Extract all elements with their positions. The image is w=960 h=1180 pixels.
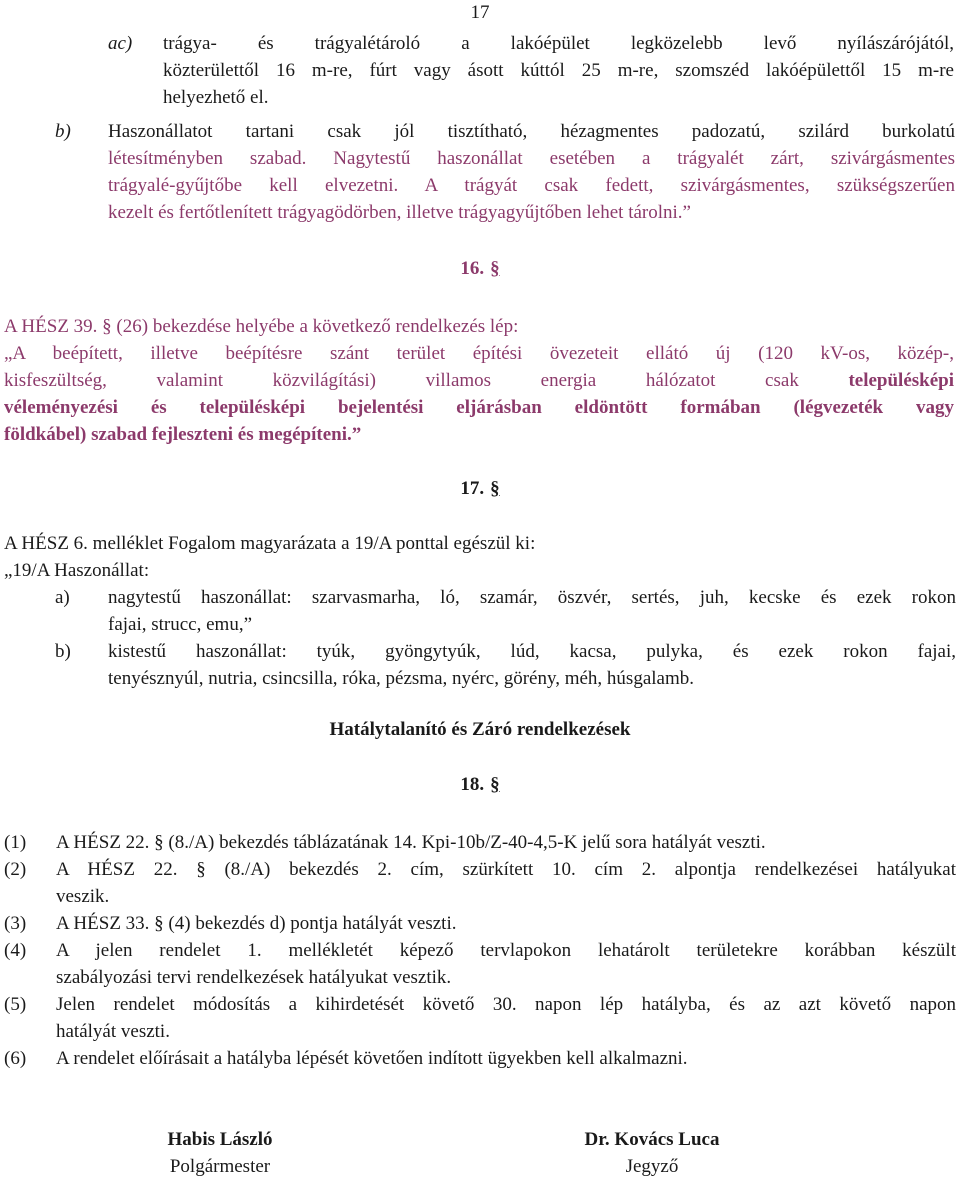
- text-line: kezelt és fertőtlenített trágyagödörben, illetve trágyagyűjtőben lehet tárolni.”: [108, 202, 691, 223]
- section-number: 17.: [460, 478, 485, 499]
- text-line: trágya- és trágyalétároló a lakóépület legközelebb levő nyílászárójától,: [163, 33, 954, 54]
- definition-item-line: fajai, strucc, emu,”: [108, 614, 253, 635]
- section-18-heading: [0, 774, 960, 796]
- signatory-role: Jegyző: [625, 1156, 679, 1177]
- amendment-16-line: földkábel) szabad fejleszteni és megépíteni.”: [4, 424, 362, 445]
- page-number: 17: [470, 2, 490, 23]
- definition-item-label: b): [55, 641, 71, 662]
- amendment-17-intro: A HÉSZ 6. melléklet Fogalom magyarázata a 19/A ponttal egészül ki:: [4, 533, 536, 554]
- text-line: trágyalé-gyűjtőbe kell elvezetni. A trágyát csak fedett, szivárgásmentes, szükségszerűen: [108, 175, 955, 196]
- section-16-heading: [0, 258, 960, 280]
- section-17-heading: [0, 478, 960, 500]
- amendment-16-line: [4, 367, 954, 394]
- signature-notary: [542, 1126, 762, 1180]
- text-line: helyezhető el.: [163, 87, 269, 108]
- amendment-16-line: véleményezési és településképi bejelentési eljárásban eldöntött formában (légvezeték vagy: [4, 397, 954, 418]
- final-item-line: A HÉSZ 33. § (4) bekezdés d) pontja hatályát veszti.: [56, 913, 457, 934]
- section-number: 18.: [460, 774, 485, 795]
- final-item-line: A rendelet előírásait a hatályba lépését követően indított ügyekben kell alkalmazni.: [56, 1048, 688, 1069]
- definition-item-line: kistestű haszonállat: tyúk, gyöngytyúk, lúd, kacsa, pulyka, és ezek rokon fajai,: [108, 641, 956, 662]
- final-item-line: Jelen rendelet módosítás a kihirdetését követő 30. napon lép hatályba, és az azt követő napon: [56, 994, 956, 1015]
- section-number: 16.: [460, 258, 485, 279]
- final-item-line: A jelen rendelet 1. mellékletét képező tervlapokon lehatárolt területekre korábban készült: [56, 940, 956, 961]
- paragraph-label: ac): [108, 33, 133, 54]
- definition-item-line: tenyésznyúl, nutria, csincsilla, róka, pézsma, nyérc, görény, méh, húsgalamb.: [108, 668, 695, 689]
- final-item-line: hatályát veszti.: [56, 1021, 170, 1042]
- final-item-line: veszik.: [56, 886, 110, 907]
- text-run-bold: településképi: [848, 370, 954, 391]
- signatory-name: Habis László: [167, 1129, 273, 1150]
- final-item-line: szabályozási tervi rendelkezések hatályukat vesztik.: [56, 967, 452, 988]
- text-line: Haszonállatot tartani csak jól tisztítható, hézagmentes padozatú, szilárd burkolatú: [108, 121, 955, 142]
- section-symbol: §: [490, 478, 500, 499]
- section-title: Hatálytalanító és Záró rendelkezések: [329, 719, 631, 740]
- final-item-line: A HÉSZ 22. § (8./A) bekezdés 2. cím, szürkített 10. cím 2. alpontja rendelkezései hatályukat: [56, 859, 956, 880]
- final-item-label: (4): [4, 940, 27, 961]
- final-item-label: (5): [4, 994, 27, 1015]
- final-item-label: (3): [4, 913, 27, 934]
- section-symbol: §: [490, 774, 500, 795]
- signatory-role: Polgármester: [169, 1156, 271, 1177]
- signatory-name: Dr. Kovács Luca: [584, 1129, 720, 1150]
- text-line: közterülettől 16 m-re, fúrt vagy ásott kúttól 25 m-re, szomszéd lakóépülettől 15 m-re: [163, 60, 954, 81]
- definition-title: „19/A Haszonállat:: [4, 560, 150, 581]
- final-item-label: (2): [4, 859, 27, 880]
- amendment-16-intro: A HÉSZ 39. § (26) bekezdése helyébe a következő rendelkezés lép:: [4, 316, 519, 337]
- text-line: létesítményben szabad. Nagytestű haszonállat esetében a trágyalét zárt, szivárgásmentes: [108, 148, 955, 169]
- final-item-label: (1): [4, 832, 27, 853]
- paragraph-label: b): [55, 121, 71, 142]
- definition-item-label: a): [55, 587, 70, 608]
- signature-mayor: [120, 1126, 320, 1180]
- final-item-line: A HÉSZ 22. § (8./A) bekezdés táblázatának 14. Kpi-10b/Z-40-4,5-K jelű sora hatályát veszti.: [56, 832, 766, 853]
- final-item-label: (6): [4, 1048, 27, 1069]
- amendment-16-line: „A beépített, illetve beépítésre szánt terület építési övezeteit ellátó új (120 kV-os, közép-,: [4, 343, 954, 364]
- definition-item-line: nagytestű haszonállat: szarvasmarha, ló, szamár, öszvér, sertés, juh, kecske és ezek rokon: [108, 587, 956, 608]
- section-symbol: §: [490, 258, 500, 279]
- text-run: kisfeszültség, valamint közvilágítási) villamos energia hálózatot csak: [4, 370, 799, 391]
